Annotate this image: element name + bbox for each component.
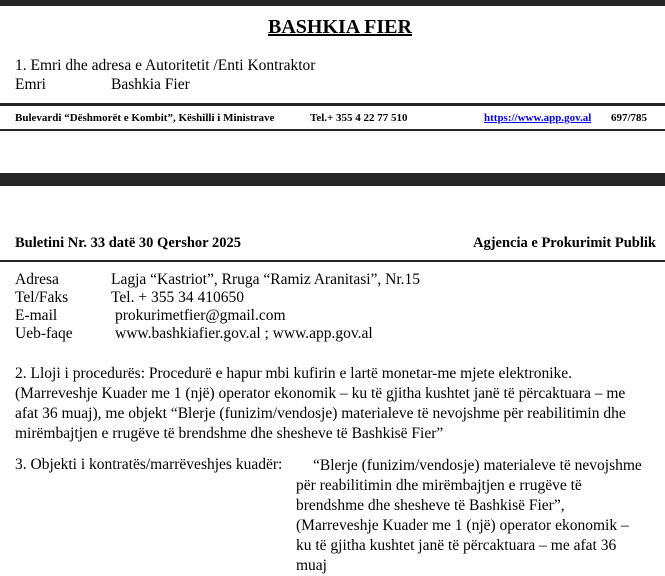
section1-heading: 1. Emri dhe adresa e Autoritetit /Enti Kontraktor (15, 57, 316, 74)
section2-procedure-type (15, 364, 660, 444)
section3-line: ku të gjitha kushtet janë të përcaktuara – me afat 36 (296, 537, 617, 554)
section2-line: (Marreveshje Kuader me 1 (një) operator ekonomik – ku të gjitha kushtet janë të përcaktuara – me (15, 385, 626, 402)
contact-value-email: prokurimetfier@gmail.com (115, 307, 286, 324)
section2-line: 2. Lloji i procedurës: Procedurë e hapur mbi kufirin e lartë monetar-me mjete elektronike. (15, 365, 573, 382)
contact-label-email: E-mail (15, 307, 58, 324)
bulletin-info: Buletini Nr. 33 datë 30 Qershor 2025 (15, 235, 241, 251)
name-label: Emri (15, 76, 46, 93)
contact-label-address: Adresa (15, 271, 59, 288)
header-url-link[interactable]: https://www.app.gov.al (484, 112, 592, 124)
header-page-number: 697/785 (611, 112, 648, 124)
name-value: Bashkia Fier (111, 76, 190, 93)
agency-name: Agjencia e Prokurimit Publik (473, 235, 656, 251)
section2-line: afat 36 muaj), me objekt “Blerje (funizim/vendosje) materialeve të nevojshme për reabilitimin dhe (15, 405, 626, 422)
contact-value-website: www.bashkiafier.gov.al ; www.app.gov.al (115, 325, 373, 342)
header-rule-top (0, 103, 665, 106)
bulletin-rule (0, 260, 665, 262)
page-title: BASHKIA FIER (268, 16, 412, 38)
contact-value-phone: Tel. + 355 34 410650 (111, 289, 244, 306)
section3-line: (Marreveshje Kuader me 1 (një) operator ekonomik – (296, 517, 629, 534)
section3-label: 3. Objekti i kontratës/marrëveshjes kuadër: (15, 456, 283, 473)
section3-line: muaj (296, 557, 327, 574)
section3-line: “Blerje (funizim/vendosje) materialeve të nevojshme (313, 457, 642, 474)
section2-line: mirëmbajtjen e rrugëve të brendshme dhe shesheve të Bashkisë Fier” (15, 425, 444, 442)
header-phone: Tel.+ 355 4 22 77 510 (310, 112, 408, 124)
contact-value-address: Lagja “Kastriot”, Rruga “Ramiz Aranitasi”, Nr.15 (111, 271, 421, 288)
section3-line: brendshme dhe shesheve të Bashkisë Fier”, (296, 497, 565, 514)
top-rule (0, 0, 665, 6)
contact-label-website: Ueb-faqe (15, 325, 73, 342)
contact-label-phone: Tel/Faks (15, 289, 69, 306)
header-rule-bottom (0, 129, 665, 131)
header-address: Bulevardi “Dëshmorët e Kombit”, Këshilli i Ministrave (15, 112, 275, 124)
section3-line: për reabilitimin dhe mirëmbajtjen e rrugëve të (296, 477, 582, 494)
section3-object-description (296, 456, 642, 576)
page-break-band (0, 173, 665, 186)
